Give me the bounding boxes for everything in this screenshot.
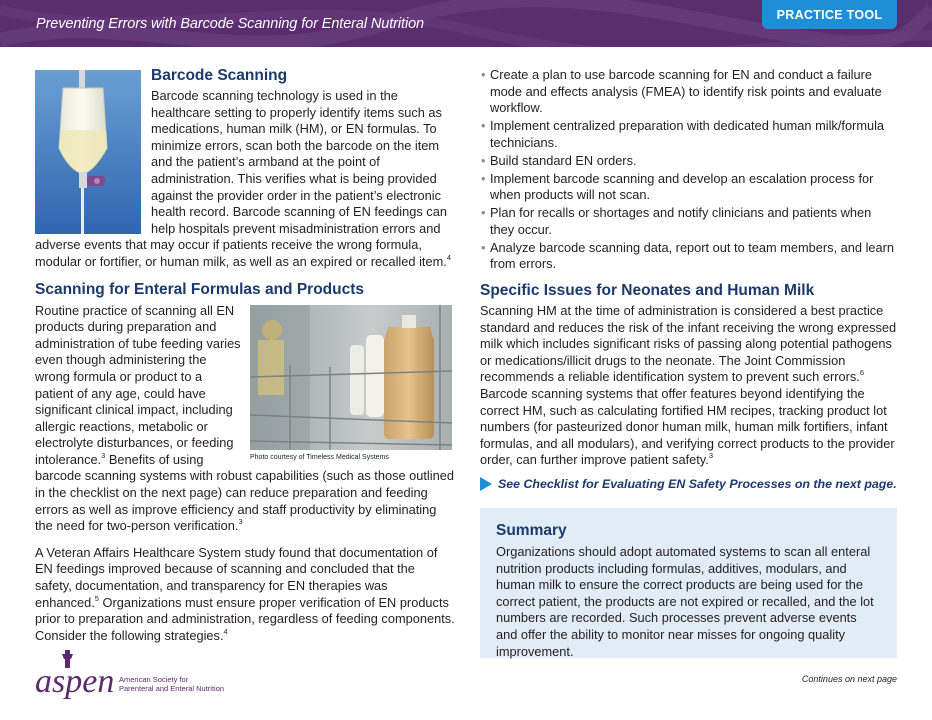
heading-neonates-human-milk: Specific Issues for Neonates and Human Milk — [480, 282, 815, 300]
right-column — [480, 66, 897, 493]
reference-mark: 3 — [708, 451, 713, 461]
reference-mark: 4 — [446, 252, 451, 262]
barcode-scanning-text: Barcode scanning technology is used in the healthcare setting to properly identify items such as medications, human milk (HM), or EN formulas. To minimize errors, scan both the barcode on the item and the patient’s armband at the point of administration. This verifies what is being provided against the provider order in the patient’s electronic health record. Barcode scanning of EN feedings can help hospitals prevent misadministration errors and adverse events that may occur if patients receive the wrong formula, modular or fortifier, or human milk, as well as an expired or recalled item. — [35, 88, 447, 269]
enteral-feeding-bag-illustration — [35, 70, 141, 234]
scanning-formulas-text-1: Routine practice of scanning all EN products during preparation and administration of tube feeding varies even though administering the wrong formula or product to a patient of any age, could have significant clinical impact, including allergic reactions, metabolic or electrolyte disturbances, or feeding intolerance. — [35, 302, 241, 467]
list-item: • Plan for recalls or shortages and notify clinicians and patients when they occur. — [480, 205, 897, 238]
heading-scanning-enteral-formulas: Scanning for Enteral Formulas and Products — [35, 280, 364, 298]
org-name-line-1: American Society for — [119, 675, 189, 684]
page-header — [0, 0, 932, 47]
summary-text: Organizations should adopt automated systems to scan all enteral nutrition products including formulas, additives, modulars, and human milk to ensure the correct products are being used for the correct patient, the products are not expired or recalled, and the lot numbers are recorded. Such processes prevent adverse events and offer the ability to monitor near misses for ongoing quality improvement. — [496, 544, 874, 659]
left-column — [35, 66, 455, 644]
list-item: • Build standard EN orders. — [480, 153, 897, 170]
summary-box — [480, 508, 897, 658]
play-arrow-icon — [480, 477, 492, 491]
formula-shelf-photo — [250, 305, 452, 450]
strategies-list — [480, 67, 897, 273]
reference-mark: 5 — [94, 593, 99, 603]
heading-summary: Summary — [496, 522, 567, 539]
formula-photo-figure — [250, 305, 452, 463]
neonates-text-1: Scanning HM at the time of administration is considered a best practice standard and reduces the risk of the infant receiving the wrong expressed milk which includes significant risks of passing along potential pathogens or medications/illicit drugs to the neonate. The Joint Commission recommends a reliable identification system to prevent such errors. — [480, 303, 897, 385]
aspen-logo — [35, 650, 235, 702]
checklist-note-text: See Checklist for Evaluating EN Safety Processes on the next page. — [498, 477, 897, 492]
neonates-paragraph — [480, 303, 897, 469]
list-item: • Implement barcode scanning and develop an escalation process for when products will not scan. — [480, 171, 897, 204]
va-study-text-2: Organizations must ensure proper verification of EN products prior to preparation and administration, regardless of feeding components. Consider the following strategies. — [35, 594, 455, 643]
reference-mark: 6 — [859, 368, 864, 378]
practice-tool-tab: PRACTICE TOOL — [762, 0, 897, 29]
reference-mark: 4 — [223, 626, 228, 636]
va-study-text-1: A Veteran Affairs Healthcare System study found that documentation of EN feedings improved because of scanning and concluded that the safety, documentation, and transparency for EN therapies was enhanced. — [35, 544, 438, 610]
neonates-text-2: Barcode scanning systems that offer features beyond identifying the correct HM, such as calculating fortified HM recipes, tracking product lot numbers (for pasteurized donor human milk, human milk fortifiers, infant formulas, and all modulars), and verifying correct products to the provider order, can further improve patient safety. — [480, 386, 895, 468]
list-item: • Create a plan to use barcode scanning for EN and conduct a failure mode and effects analysis (FMEA) to identify risk points and evaluate workflow. — [480, 67, 897, 117]
org-name-line-2: Parenteral and Enteral Nutrition — [119, 684, 225, 693]
continues-note: Continues on next page — [801, 674, 897, 684]
va-study-paragraph — [35, 545, 455, 645]
heading-barcode-scanning: Barcode Scanning — [151, 67, 288, 84]
scanning-formulas-text-2: Benefits of using barcode scanning systems with robust capabilities (such as those outlined in the checklist on the next page) can reduce preparation and feeding errors as well as improve efficiency and staff productivity by eliminating the need for two-person verification. — [35, 451, 454, 534]
checklist-note — [480, 476, 897, 493]
reference-mark: 3 — [101, 450, 106, 460]
aspen-logo-wordmark: aspen — [35, 663, 115, 700]
list-item: • Implement centralized preparation with dedicated human milk/formula technicians. — [480, 118, 897, 151]
reference-mark: 3 — [238, 517, 243, 527]
photo-credit: Photo courtesy of Timeless Medical Systems — [250, 453, 389, 461]
list-item: • Analyze barcode scanning data, report out to team members, and learn from errors. — [480, 240, 897, 273]
header-title: Preventing Errors with Barcode Scanning for Enteral Nutrition — [36, 16, 425, 32]
